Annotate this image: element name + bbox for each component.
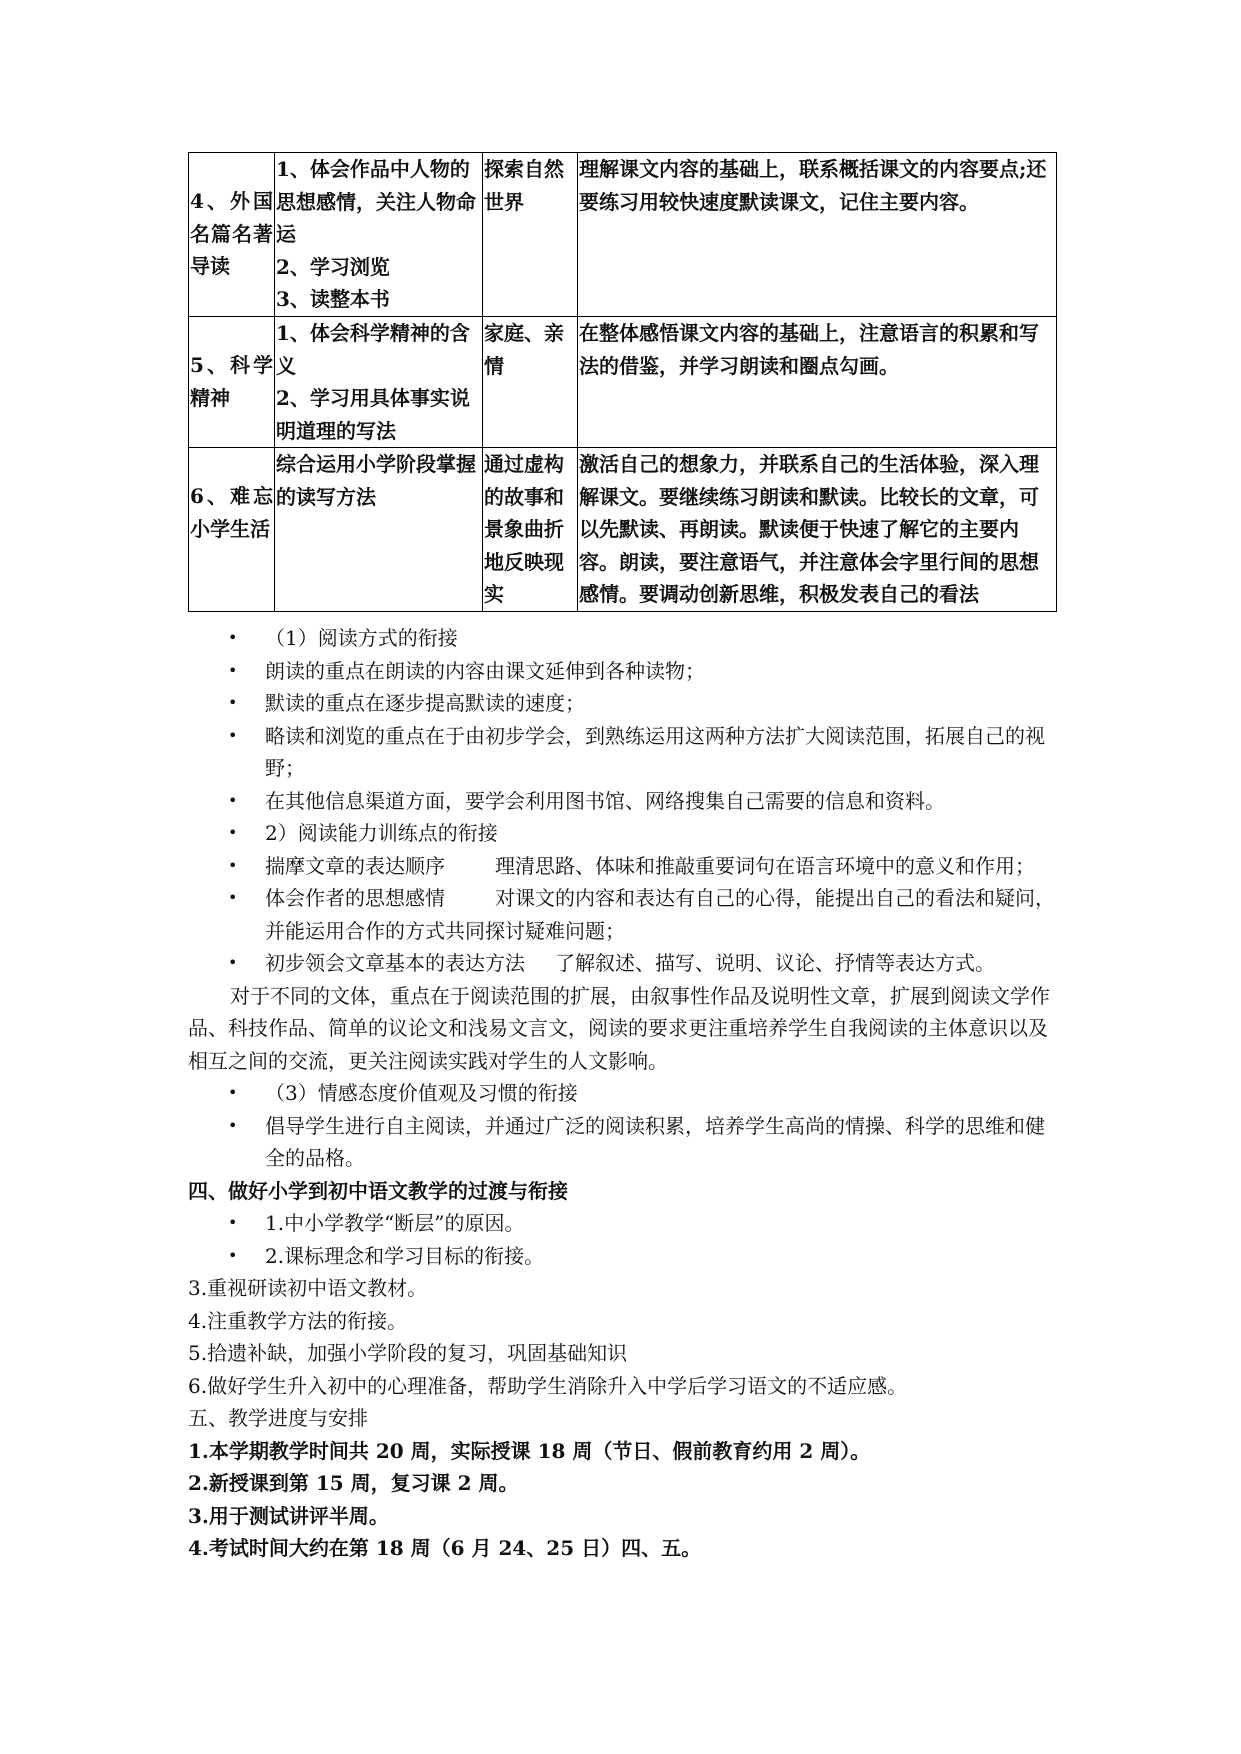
bullet-icon: •: [228, 693, 238, 712]
list-item: • 1.中小学教学“断层”的原因。: [188, 1207, 1058, 1240]
goal-item: 1、体会科学精神的含义: [276, 321, 470, 378]
list-item: 5.拾遗补缺，加强小学阶段的复习，巩固基础知识: [188, 1341, 628, 1365]
bullet-icon: •: [228, 1115, 238, 1135]
list-item: • 2.课标理念和学习目标的衔接。: [188, 1240, 1058, 1273]
list-item: • 在其他信息渠道方面，要学会利用图书馆、网络搜集自己需要的信息和资料。: [188, 785, 1058, 818]
method-text: 在整体感悟课文内容的基础上，注意语言的积累和写法的借鉴，并学习朗读和圈点勾画。: [579, 321, 1039, 378]
list-item: • 2）阅读能力训练点的衔接: [188, 817, 1058, 850]
attitude-list: [188, 1077, 1058, 1175]
bullet-icon: •: [228, 725, 238, 745]
list-item: • 初步领会文章基本的表达方法 了解叙述、描写、说明、议论、抒情等表达方式。: [188, 947, 1058, 980]
table-row: [189, 153, 1057, 317]
bullet-icon: •: [228, 790, 238, 810]
goal-cell: [275, 317, 483, 448]
unit-cell: [189, 448, 275, 612]
theme-label: 通过虚构的故事和景象曲折地反映现实: [484, 452, 564, 606]
goal-cell: [275, 153, 483, 317]
unit-label: 5、科学精神: [190, 353, 273, 410]
list-item: • （3）情感态度价值观及习惯的衔接: [188, 1077, 1058, 1110]
theme-label: 家庭、亲情: [484, 321, 564, 378]
goal-item: 1、体会作品中人物的思想感情，关注人物命运: [276, 157, 476, 246]
bullet-icon: •: [228, 628, 238, 647]
bullet-icon: •: [228, 953, 238, 972]
list-item: • 体会作者的思想感情 对课文的内容和表达有自己的心得，能提出自己的看法和疑问，并能运用合作的方式共同探讨疑难问题；: [188, 882, 1058, 947]
theme-label: 探索自然世界: [484, 157, 564, 214]
bullet-icon: •: [228, 660, 238, 680]
list-item: 3.重视研读初中语文教材。: [188, 1276, 428, 1300]
method-text: 激活自己的想象力，并联系自己的生活体验，深入理解课文。要继续练习朗读和默读。比较长的文章，可以先默读、再朗读。默读便于快速了解它的主要内容。朗读，要注意语气，并注意体会字里行间的思想感情。要调动创新思维，积极发表自己的看法: [579, 452, 1039, 606]
goal-item: 3、读整本书: [276, 287, 390, 311]
theme-cell: [483, 448, 578, 612]
table-row: [189, 317, 1057, 448]
unit-label: 4、外国名篇名著导读: [190, 189, 273, 278]
unit-cell: [189, 153, 275, 317]
list-item: • 朗读的重点在朗读的内容由课文延伸到各种读物；: [188, 655, 1058, 688]
section-heading: 五、教学进度与安排: [188, 1406, 368, 1430]
list-item: • （1）阅读方式的衔接: [188, 622, 1058, 655]
theme-cell: [483, 317, 578, 448]
table-row: [189, 448, 1057, 612]
method-cell: [578, 153, 1057, 317]
method-text: 理解课文内容的基础上，联系概括课文的内容要点;还要练习用较快速度默读课文，记住主要内容。: [579, 157, 1047, 214]
goal-cell: [275, 448, 483, 612]
section-heading: 四、做好小学到初中语文教学的过渡与衔接: [188, 1178, 568, 1203]
unit-cell: [189, 317, 275, 448]
list-item: • 揣摩文章的表达顺序 理清思路、体味和推敲重要词句在语言环境中的意义和作用；: [188, 850, 1058, 883]
method-cell: [578, 448, 1057, 612]
theme-cell: [483, 153, 578, 317]
bullet-icon: •: [228, 1213, 238, 1232]
body-text: [188, 622, 1058, 1565]
paragraph: 对于不同的文体，重点在于阅读范围的扩展，由叙事性作品及说明性文章，扩展到阅读文学作品、科技作品、简单的议论文和浅易文言文，阅读的要求更注重培养学生自我阅读的主体意识以及相互之间的交流，更关注阅读实践对学生的人文影响。: [188, 983, 1050, 1073]
reading-mode-list: [188, 622, 1058, 980]
unit-label: 6、难忘小学生活: [190, 484, 273, 541]
goal-item: 2、学习浏览: [276, 254, 390, 279]
list-item: 4.注重教学方法的衔接。: [188, 1308, 408, 1333]
teaching-plan-table: [188, 152, 1057, 612]
list-item: 3.用于测试讲评半周。: [188, 1503, 389, 1528]
list-item: • 默读的重点在逐步提高默读的速度；: [188, 687, 1058, 720]
list-item: 1.本学期教学时间共 20 周，实际授课 18 周（节日、假前教育约用 2 周）。: [188, 1438, 871, 1463]
list-item: 4.考试时间大约在第 18 周（6 月 24、25 日）四、五。: [188, 1536, 702, 1560]
list-item: • 略读和浏览的重点在于由初步学会，到熟练运用这两种方法扩大阅读范围，拓展自己的视野；: [188, 720, 1058, 785]
goal-item: 2、学习用具体事实说明道理的写法: [276, 386, 470, 443]
list-item: • 倡导学生进行自主阅读，并通过广泛的阅读积累，培养学生高尚的情操、科学的思维和健全的品格。: [188, 1110, 1058, 1175]
method-cell: [578, 317, 1057, 448]
bullet-icon: •: [228, 888, 238, 907]
bullet-icon: •: [228, 855, 238, 875]
bullet-icon: •: [228, 1245, 238, 1265]
bullet-icon: •: [228, 1083, 238, 1102]
bullet-icon: •: [228, 823, 238, 842]
goal-item: 综合运用小学阶段掌握的读写方法: [276, 452, 476, 509]
list-item: 6.做好学生升入初中的心理准备，帮助学生消除升入中学后学习语文的不适应感。: [188, 1373, 908, 1398]
transition-list: [188, 1207, 1058, 1272]
list-item: 2.新授课到第 15 周，复习课 2 周。: [188, 1471, 519, 1495]
